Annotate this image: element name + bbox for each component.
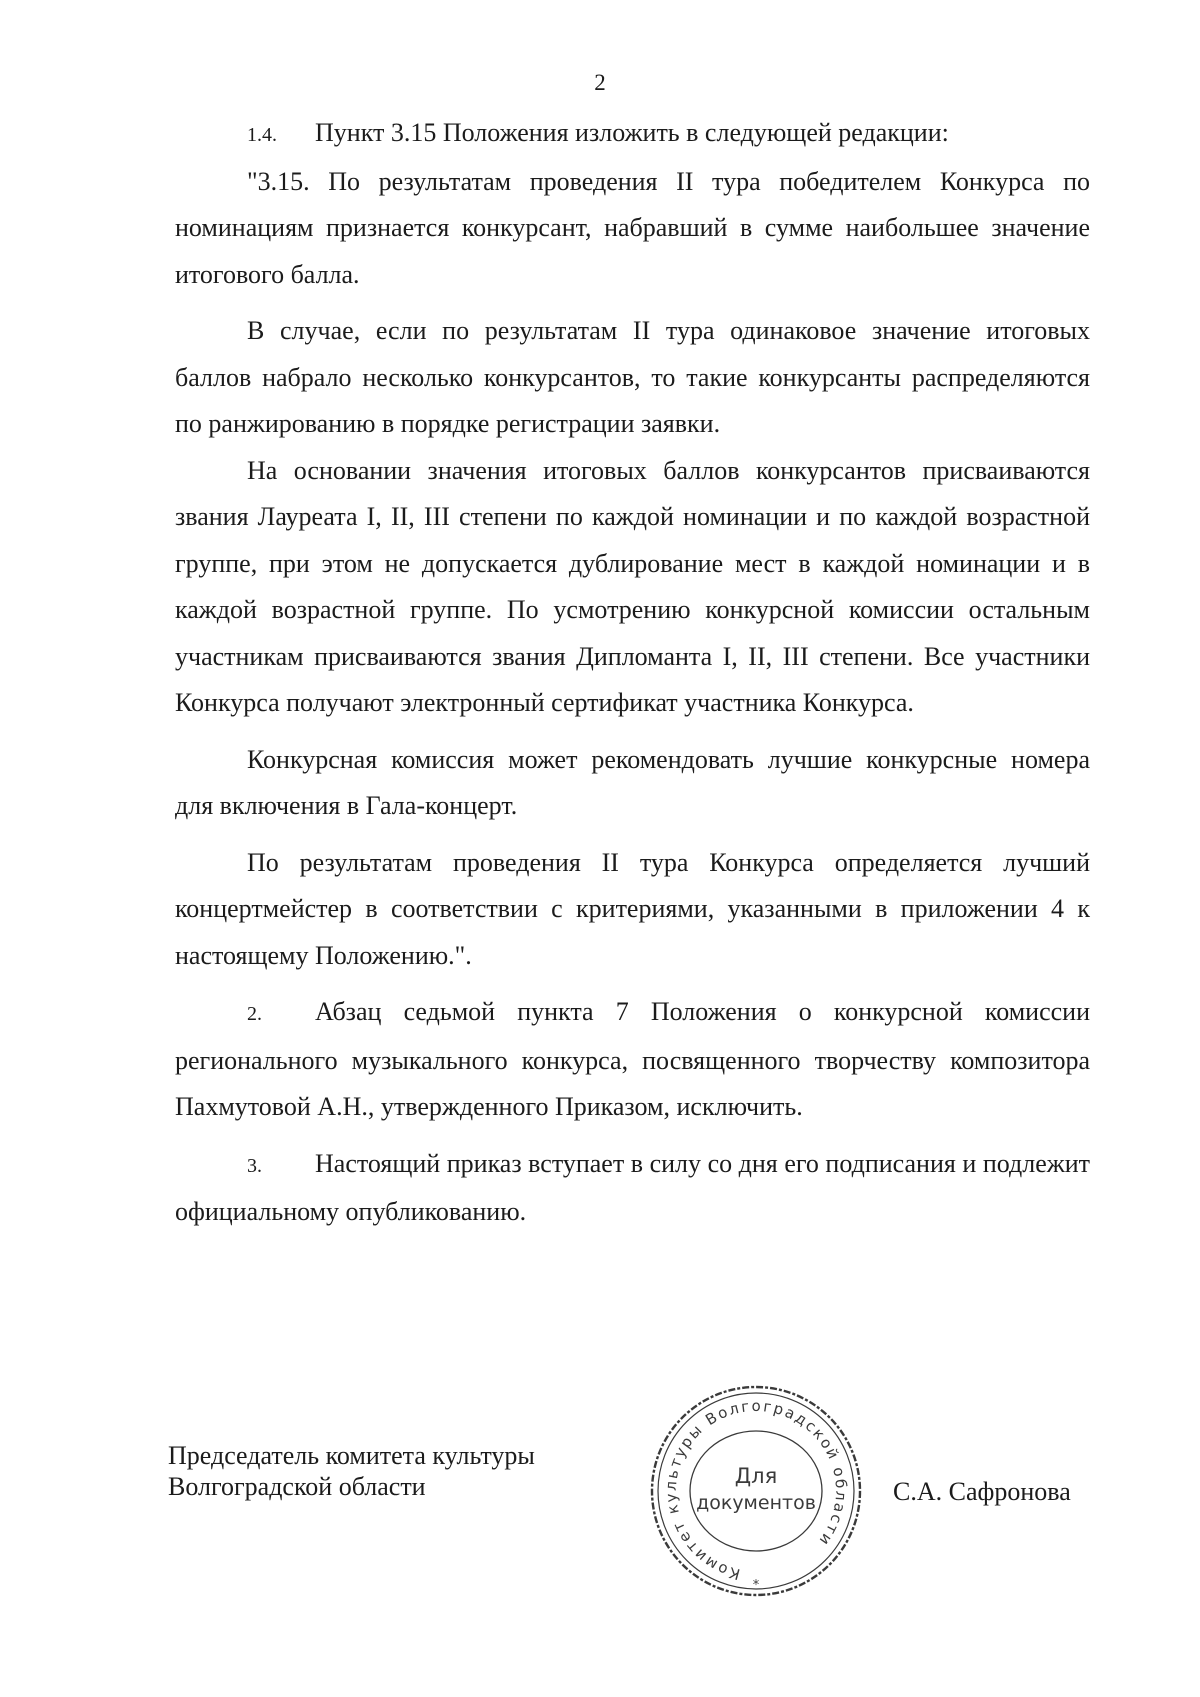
item-number: 3. [247, 1154, 262, 1177]
signatory-position [168, 1440, 535, 1502]
position-line: Председатель комитета культуры [168, 1441, 535, 1470]
document-body [175, 110, 1090, 1236]
signatory-name: С.А. Сафронова [893, 1477, 1071, 1506]
official-stamp [648, 1383, 864, 1599]
paragraph-equal-scores: В случае, если по результатам II тура одинаковое значение итоговых баллов набрало несколько конкурсантов, то такие конкурсанты распределяются по ранжированию в порядке регистрации заявки. [175, 316, 1090, 438]
paragraph-text: Абзац седьмой пункта 7 Положения о конкурсной комиссии регионального музыкального конкурса, посвященного творчеству композитора Пахмутовой А.Н., утвержденного Приказом, исключить. [175, 997, 1090, 1121]
paragraph-gala: Конкурсная комиссия может рекомендовать лучшие конкурсные номера для включения в Гала-концерт. [175, 744, 1090, 820]
stamp-ring-text: Комитет культуры Волгоградской области [661, 1396, 851, 1584]
paragraph-text: Пункт 3.15 Положения изложить в следующей редакции: [315, 118, 949, 147]
paragraph-accompanist: По результатам проведения II тура Конкурса определяется лучший концертмейстер в соответствии с критериями, указанными в приложении 4 к настоящему Положению.". [175, 847, 1090, 970]
stamp-center-line: документов [696, 1492, 816, 1514]
page-number: 2 [594, 70, 606, 95]
paragraph-1-4 [175, 110, 1090, 159]
item-number: 2. [247, 1003, 262, 1025]
paragraph-2 [175, 989, 1090, 1131]
paragraph-3-15: "3.15. По результатам проведения II тура победителем Конкурса по номинациям признается конкурсант, набравший в сумме наибольшее значение итогового балла. [175, 166, 1090, 289]
stamp-star-icon: * [752, 1578, 760, 1593]
position-line: Волгоградской области [168, 1472, 426, 1501]
item-number: 1.4. [247, 124, 277, 146]
paragraph-titles: На основании значения итоговых баллов конкурсантов присваиваются звания Лауреата I, II, III степени по каждой номинации и по каждой возрастной группе, при этом не допускается дублирование мест в каждой номинации и в каждой возрастной группе. По усмотрению конкурсной комиссии остальным участникам присваиваются звания Дипломанта I, II, III степени. Все участники Конкурса получают электронный сертификат участника Конкурса. [175, 455, 1090, 717]
stamp-center-line: Для [734, 1464, 778, 1488]
paragraph-3 [175, 1141, 1090, 1236]
paragraph-text: Настоящий приказ вступает в силу со дня его подписания и подлежит официальному опубликованию. [175, 1148, 1090, 1226]
